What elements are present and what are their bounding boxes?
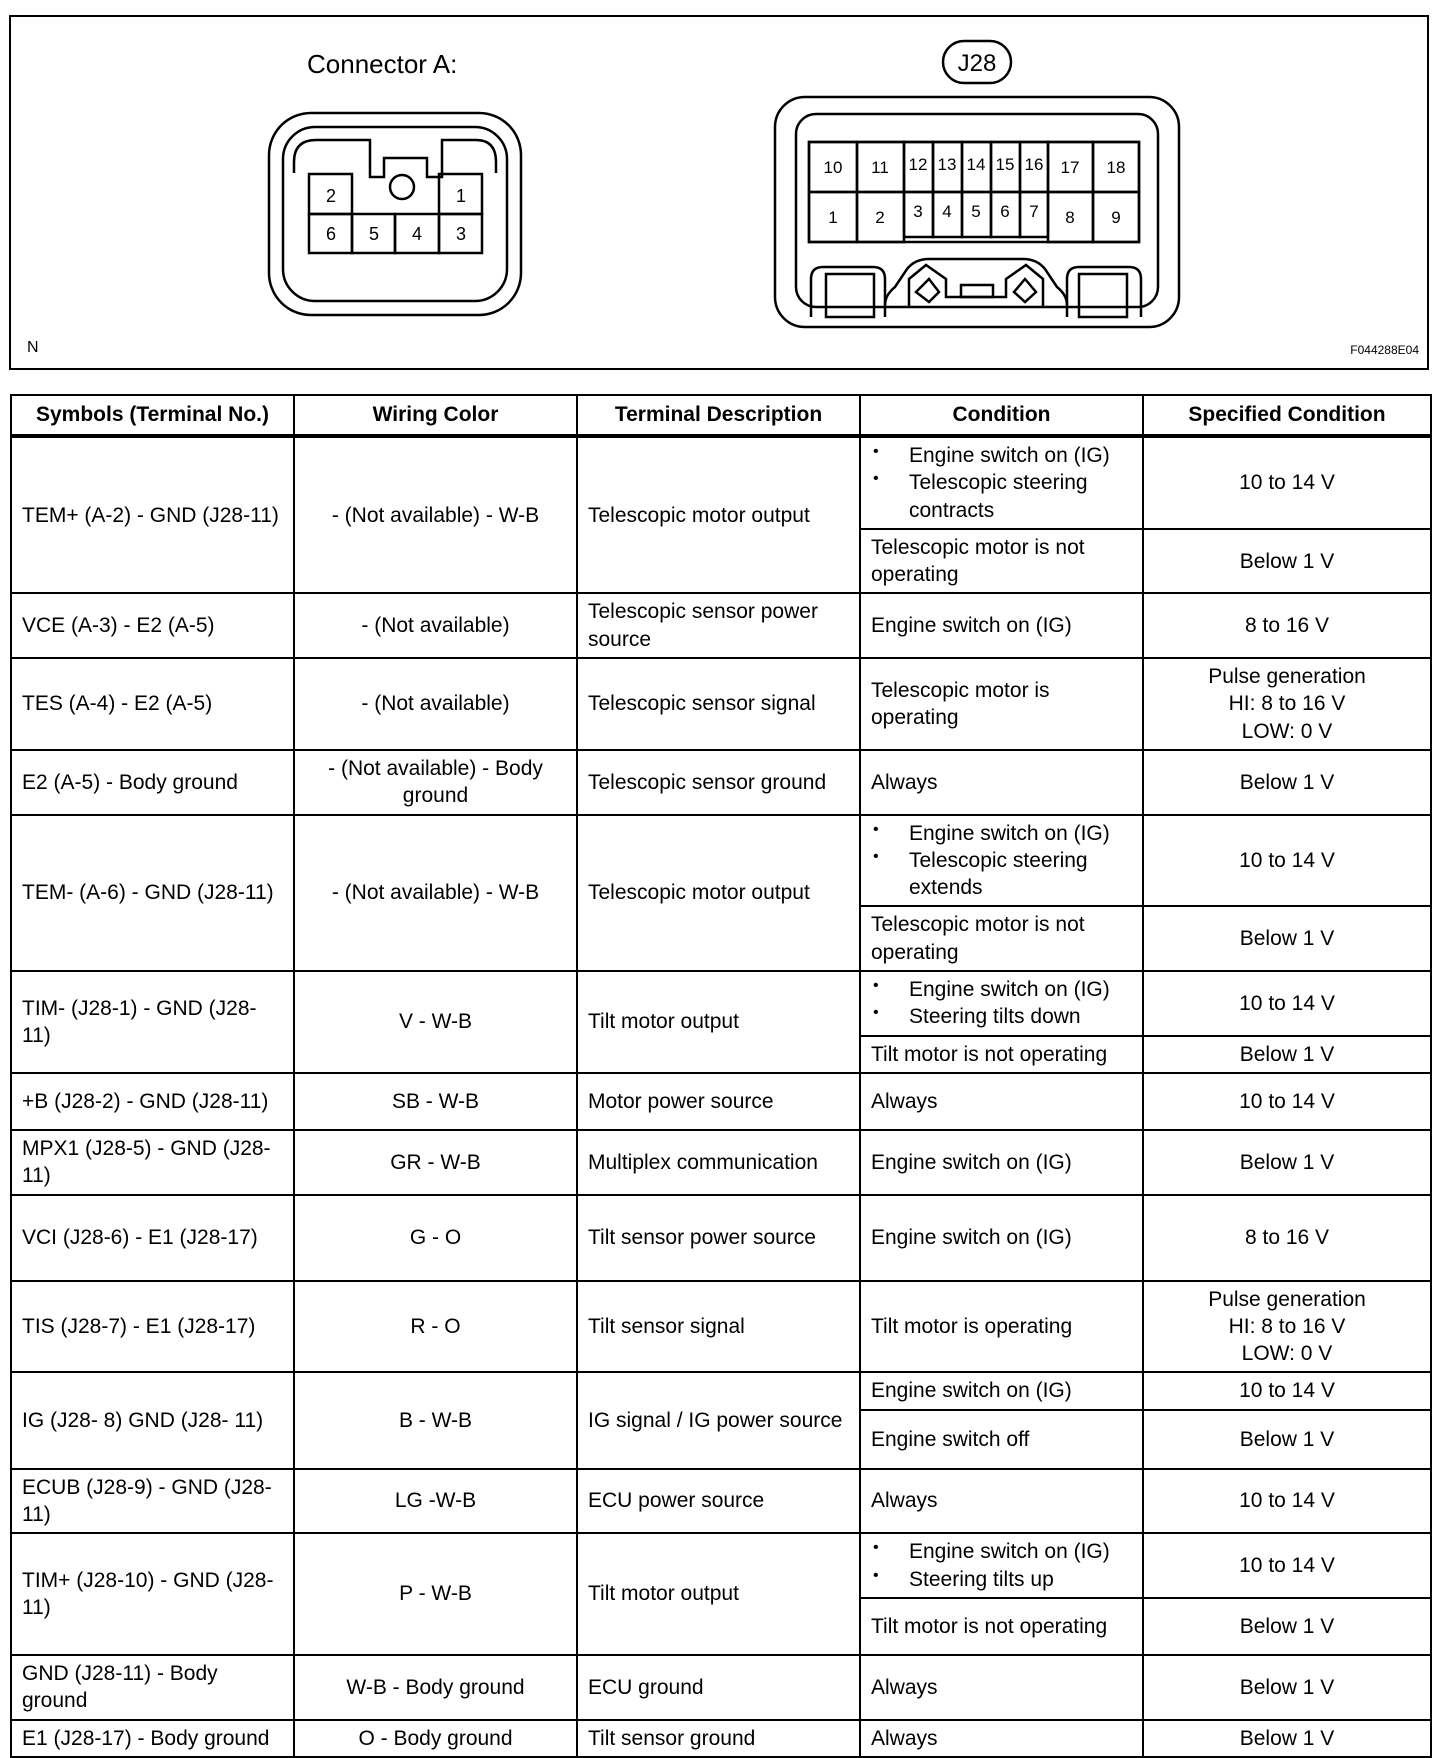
connector-a-pin: 1 bbox=[455, 186, 467, 206]
condition-cell bbox=[860, 815, 1143, 907]
header-wiring-color: Wiring Color bbox=[294, 395, 577, 436]
table-row bbox=[11, 815, 1431, 907]
description-cell: ECU ground bbox=[577, 1655, 860, 1720]
j28-pin: 4 bbox=[942, 202, 952, 221]
symbol-cell: VCE (A-3) - E2 (A-5) bbox=[11, 593, 294, 658]
condition-cell: Engine switch on (IG) bbox=[860, 1195, 1143, 1281]
connector-drawings bbox=[11, 17, 1427, 368]
table-row bbox=[11, 1281, 1431, 1373]
condition-cell: Telescopic motor is operating bbox=[860, 658, 1143, 750]
j28-pin: 9 bbox=[1111, 208, 1121, 227]
connector-a-pin: 5 bbox=[368, 224, 380, 244]
table-row bbox=[11, 971, 1431, 1036]
connector-a-pin: 2 bbox=[325, 186, 337, 206]
specified-condition-cell: 10 to 14 V bbox=[1143, 1073, 1431, 1130]
table-header-row bbox=[11, 395, 1431, 436]
j28-pin: 12 bbox=[908, 155, 928, 174]
symbol-cell: GND (J28-11) - Body ground bbox=[11, 1655, 294, 1720]
wiring-color-cell: G - O bbox=[294, 1195, 577, 1281]
wiring-color-cell: SB - W-B bbox=[294, 1073, 577, 1130]
symbol-cell: TIS (J28-7) - E1 (J28-17) bbox=[11, 1281, 294, 1373]
j28-pin: 10 bbox=[823, 158, 843, 177]
condition-cell: Telescopic motor is not operating bbox=[860, 529, 1143, 594]
condition-item: • Steering tilts up bbox=[871, 1566, 1132, 1593]
symbol-cell: E1 (J28-17) - Body ground bbox=[11, 1720, 294, 1757]
specified-condition-cell: Pulse generation HI: 8 to 16 V LOW: 0 V bbox=[1143, 658, 1431, 750]
j28-pin: 16 bbox=[1024, 155, 1044, 174]
condition-item: • Steering tilts down bbox=[871, 1003, 1132, 1030]
wiring-color-cell: W-B - Body ground bbox=[294, 1655, 577, 1720]
header-specified-condition: Specified Condition bbox=[1143, 395, 1431, 436]
specified-condition-cell: 10 to 14 V bbox=[1143, 1469, 1431, 1534]
table-row bbox=[11, 1130, 1431, 1195]
connector-a-pin: 6 bbox=[325, 224, 337, 244]
wiring-color-cell: B - W-B bbox=[294, 1372, 577, 1468]
symbol-cell: IG (J28- 8) GND (J28- 11) bbox=[11, 1372, 294, 1468]
symbol-cell: TEM+ (A-2) - GND (J28-11) bbox=[11, 436, 294, 593]
table-row bbox=[11, 750, 1431, 815]
condition-cell: Always bbox=[860, 750, 1143, 815]
description-cell: Telescopic sensor power source bbox=[577, 593, 860, 658]
description-cell: Telescopic sensor signal bbox=[577, 658, 860, 750]
specified-condition-cell: Below 1 V bbox=[1143, 1410, 1431, 1469]
specified-condition-cell: Below 1 V bbox=[1143, 750, 1431, 815]
header-terminal-description: Terminal Description bbox=[577, 395, 860, 436]
condition-item: • Telescopic steering contracts bbox=[871, 469, 1132, 524]
wiring-color-cell: - (Not available) bbox=[294, 658, 577, 750]
connector-a bbox=[269, 113, 521, 315]
connector-a-label: Connector A: bbox=[307, 49, 458, 79]
specified-condition-cell: 10 to 14 V bbox=[1143, 1372, 1431, 1409]
description-cell: Telescopic motor output bbox=[577, 436, 860, 593]
condition-item: • Engine switch on (IG) bbox=[871, 442, 1132, 469]
condition-list bbox=[871, 442, 1132, 524]
specified-condition-cell: Below 1 V bbox=[1143, 1655, 1431, 1720]
table-body bbox=[11, 436, 1431, 1757]
table-row bbox=[11, 1469, 1431, 1534]
condition-cell: Tilt motor is operating bbox=[860, 1281, 1143, 1373]
wiring-color-cell: R - O bbox=[294, 1281, 577, 1373]
connector-diagram bbox=[9, 15, 1429, 370]
symbol-cell: MPX1 (J28-5) - GND (J28-11) bbox=[11, 1130, 294, 1195]
corner-mark: N bbox=[27, 339, 39, 356]
condition-cell: Engine switch on (IG) bbox=[860, 1372, 1143, 1409]
specified-condition-cell: Below 1 V bbox=[1143, 1598, 1431, 1655]
j28-label: J28 bbox=[957, 50, 997, 77]
condition-cell bbox=[860, 1533, 1143, 1598]
specified-condition-cell: Pulse generation HI: 8 to 16 V LOW: 0 V bbox=[1143, 1281, 1431, 1373]
condition-item: • Telescopic steering extends bbox=[871, 847, 1132, 902]
j28-pin: 1 bbox=[828, 208, 838, 227]
j28-pin: 6 bbox=[1000, 202, 1010, 221]
terminal-table bbox=[10, 394, 1432, 1758]
table-row bbox=[11, 1073, 1431, 1130]
j28-pin: 3 bbox=[913, 202, 923, 221]
table-row bbox=[11, 436, 1431, 529]
condition-item: • Engine switch on (IG) bbox=[871, 1538, 1132, 1565]
condition-cell: Telescopic motor is not operating bbox=[860, 906, 1143, 971]
symbol-cell: +B (J28-2) - GND (J28-11) bbox=[11, 1073, 294, 1130]
specified-condition-cell: 10 to 14 V bbox=[1143, 971, 1431, 1036]
j28-pin: 5 bbox=[971, 202, 981, 221]
condition-cell: Always bbox=[860, 1073, 1143, 1130]
wiring-color-cell: V - W-B bbox=[294, 971, 577, 1073]
description-cell: ECU power source bbox=[577, 1469, 860, 1534]
j28-pin: 2 bbox=[875, 208, 885, 227]
description-cell: Telescopic motor output bbox=[577, 815, 860, 971]
table-row bbox=[11, 1655, 1431, 1720]
j28-pin: 18 bbox=[1106, 158, 1126, 177]
description-cell: Motor power source bbox=[577, 1073, 860, 1130]
table-row bbox=[11, 1720, 1431, 1757]
table-row bbox=[11, 1372, 1431, 1409]
condition-cell: Engine switch on (IG) bbox=[860, 593, 1143, 658]
condition-cell: Always bbox=[860, 1720, 1143, 1757]
specified-condition-cell: 10 to 14 V bbox=[1143, 1533, 1431, 1598]
specified-condition-cell: Below 1 V bbox=[1143, 1036, 1431, 1073]
table-row bbox=[11, 658, 1431, 750]
description-cell: Multiplex communication bbox=[577, 1130, 860, 1195]
specified-condition-cell: Below 1 V bbox=[1143, 1720, 1431, 1757]
condition-item: • Engine switch on (IG) bbox=[871, 820, 1132, 847]
wiring-color-cell: P - W-B bbox=[294, 1533, 577, 1655]
connector-a-pin: 4 bbox=[411, 224, 423, 244]
connector-a-pin: 3 bbox=[455, 224, 467, 244]
specified-condition-cell: 10 to 14 V bbox=[1143, 815, 1431, 907]
table-row bbox=[11, 1533, 1431, 1598]
condition-list bbox=[871, 820, 1132, 902]
condition-cell: Always bbox=[860, 1469, 1143, 1534]
j28-pin: 7 bbox=[1029, 202, 1039, 221]
condition-cell bbox=[860, 436, 1143, 529]
specified-condition-cell: Below 1 V bbox=[1143, 1130, 1431, 1195]
j28-pin: 17 bbox=[1060, 158, 1080, 177]
condition-cell: Engine switch on (IG) bbox=[860, 1130, 1143, 1195]
specified-condition-cell: 8 to 16 V bbox=[1143, 593, 1431, 658]
specified-condition-cell: Below 1 V bbox=[1143, 529, 1431, 594]
description-cell: Tilt sensor ground bbox=[577, 1720, 860, 1757]
condition-list bbox=[871, 1538, 1132, 1593]
wiring-color-cell: - (Not available) - W-B bbox=[294, 436, 577, 593]
condition-list bbox=[871, 976, 1132, 1031]
description-cell: Tilt sensor signal bbox=[577, 1281, 860, 1373]
wiring-color-cell: O - Body ground bbox=[294, 1720, 577, 1757]
description-cell: Tilt motor output bbox=[577, 971, 860, 1073]
condition-cell: Engine switch off bbox=[860, 1410, 1143, 1469]
wiring-color-cell: GR - W-B bbox=[294, 1130, 577, 1195]
symbol-cell: TIM+ (J28-10) - GND (J28-11) bbox=[11, 1533, 294, 1655]
condition-cell: Always bbox=[860, 1655, 1143, 1720]
description-cell: IG signal / IG power source bbox=[577, 1372, 860, 1468]
j28-pin: 13 bbox=[937, 155, 957, 174]
figure-code: F044288E04 bbox=[1350, 343, 1419, 357]
j28-pin: 14 bbox=[966, 155, 986, 174]
symbol-cell: TIM- (J28-1) - GND (J28-11) bbox=[11, 971, 294, 1073]
description-cell: Tilt sensor power source bbox=[577, 1195, 860, 1281]
condition-item: • Engine switch on (IG) bbox=[871, 976, 1132, 1003]
j28-pin: 15 bbox=[995, 155, 1015, 174]
condition-cell: Tilt motor is not operating bbox=[860, 1598, 1143, 1655]
table-row bbox=[11, 1195, 1431, 1281]
table-row bbox=[11, 593, 1431, 658]
symbol-cell: TEM- (A-6) - GND (J28-11) bbox=[11, 815, 294, 971]
header-condition: Condition bbox=[860, 395, 1143, 436]
header-symbols: Symbols (Terminal No.) bbox=[11, 395, 294, 436]
condition-cell bbox=[860, 971, 1143, 1036]
symbol-cell: E2 (A-5) - Body ground bbox=[11, 750, 294, 815]
wiring-color-cell: - (Not available) bbox=[294, 593, 577, 658]
symbol-cell: TES (A-4) - E2 (A-5) bbox=[11, 658, 294, 750]
j28-pin: 8 bbox=[1065, 208, 1075, 227]
wiring-color-cell: - (Not available) - Body ground bbox=[294, 750, 577, 815]
symbol-cell: VCI (J28-6) - E1 (J28-17) bbox=[11, 1195, 294, 1281]
j28-pin: 11 bbox=[871, 158, 889, 177]
symbol-cell: ECUB (J28-9) - GND (J28-11) bbox=[11, 1469, 294, 1534]
wiring-color-cell: LG -W-B bbox=[294, 1469, 577, 1534]
description-cell: Telescopic sensor ground bbox=[577, 750, 860, 815]
specified-condition-cell: Below 1 V bbox=[1143, 906, 1431, 971]
wiring-color-cell: - (Not available) - W-B bbox=[294, 815, 577, 971]
specified-condition-cell: 10 to 14 V bbox=[1143, 436, 1431, 529]
condition-cell: Tilt motor is not operating bbox=[860, 1036, 1143, 1073]
description-cell: Tilt motor output bbox=[577, 1533, 860, 1655]
specified-condition-cell: 8 to 16 V bbox=[1143, 1195, 1431, 1281]
